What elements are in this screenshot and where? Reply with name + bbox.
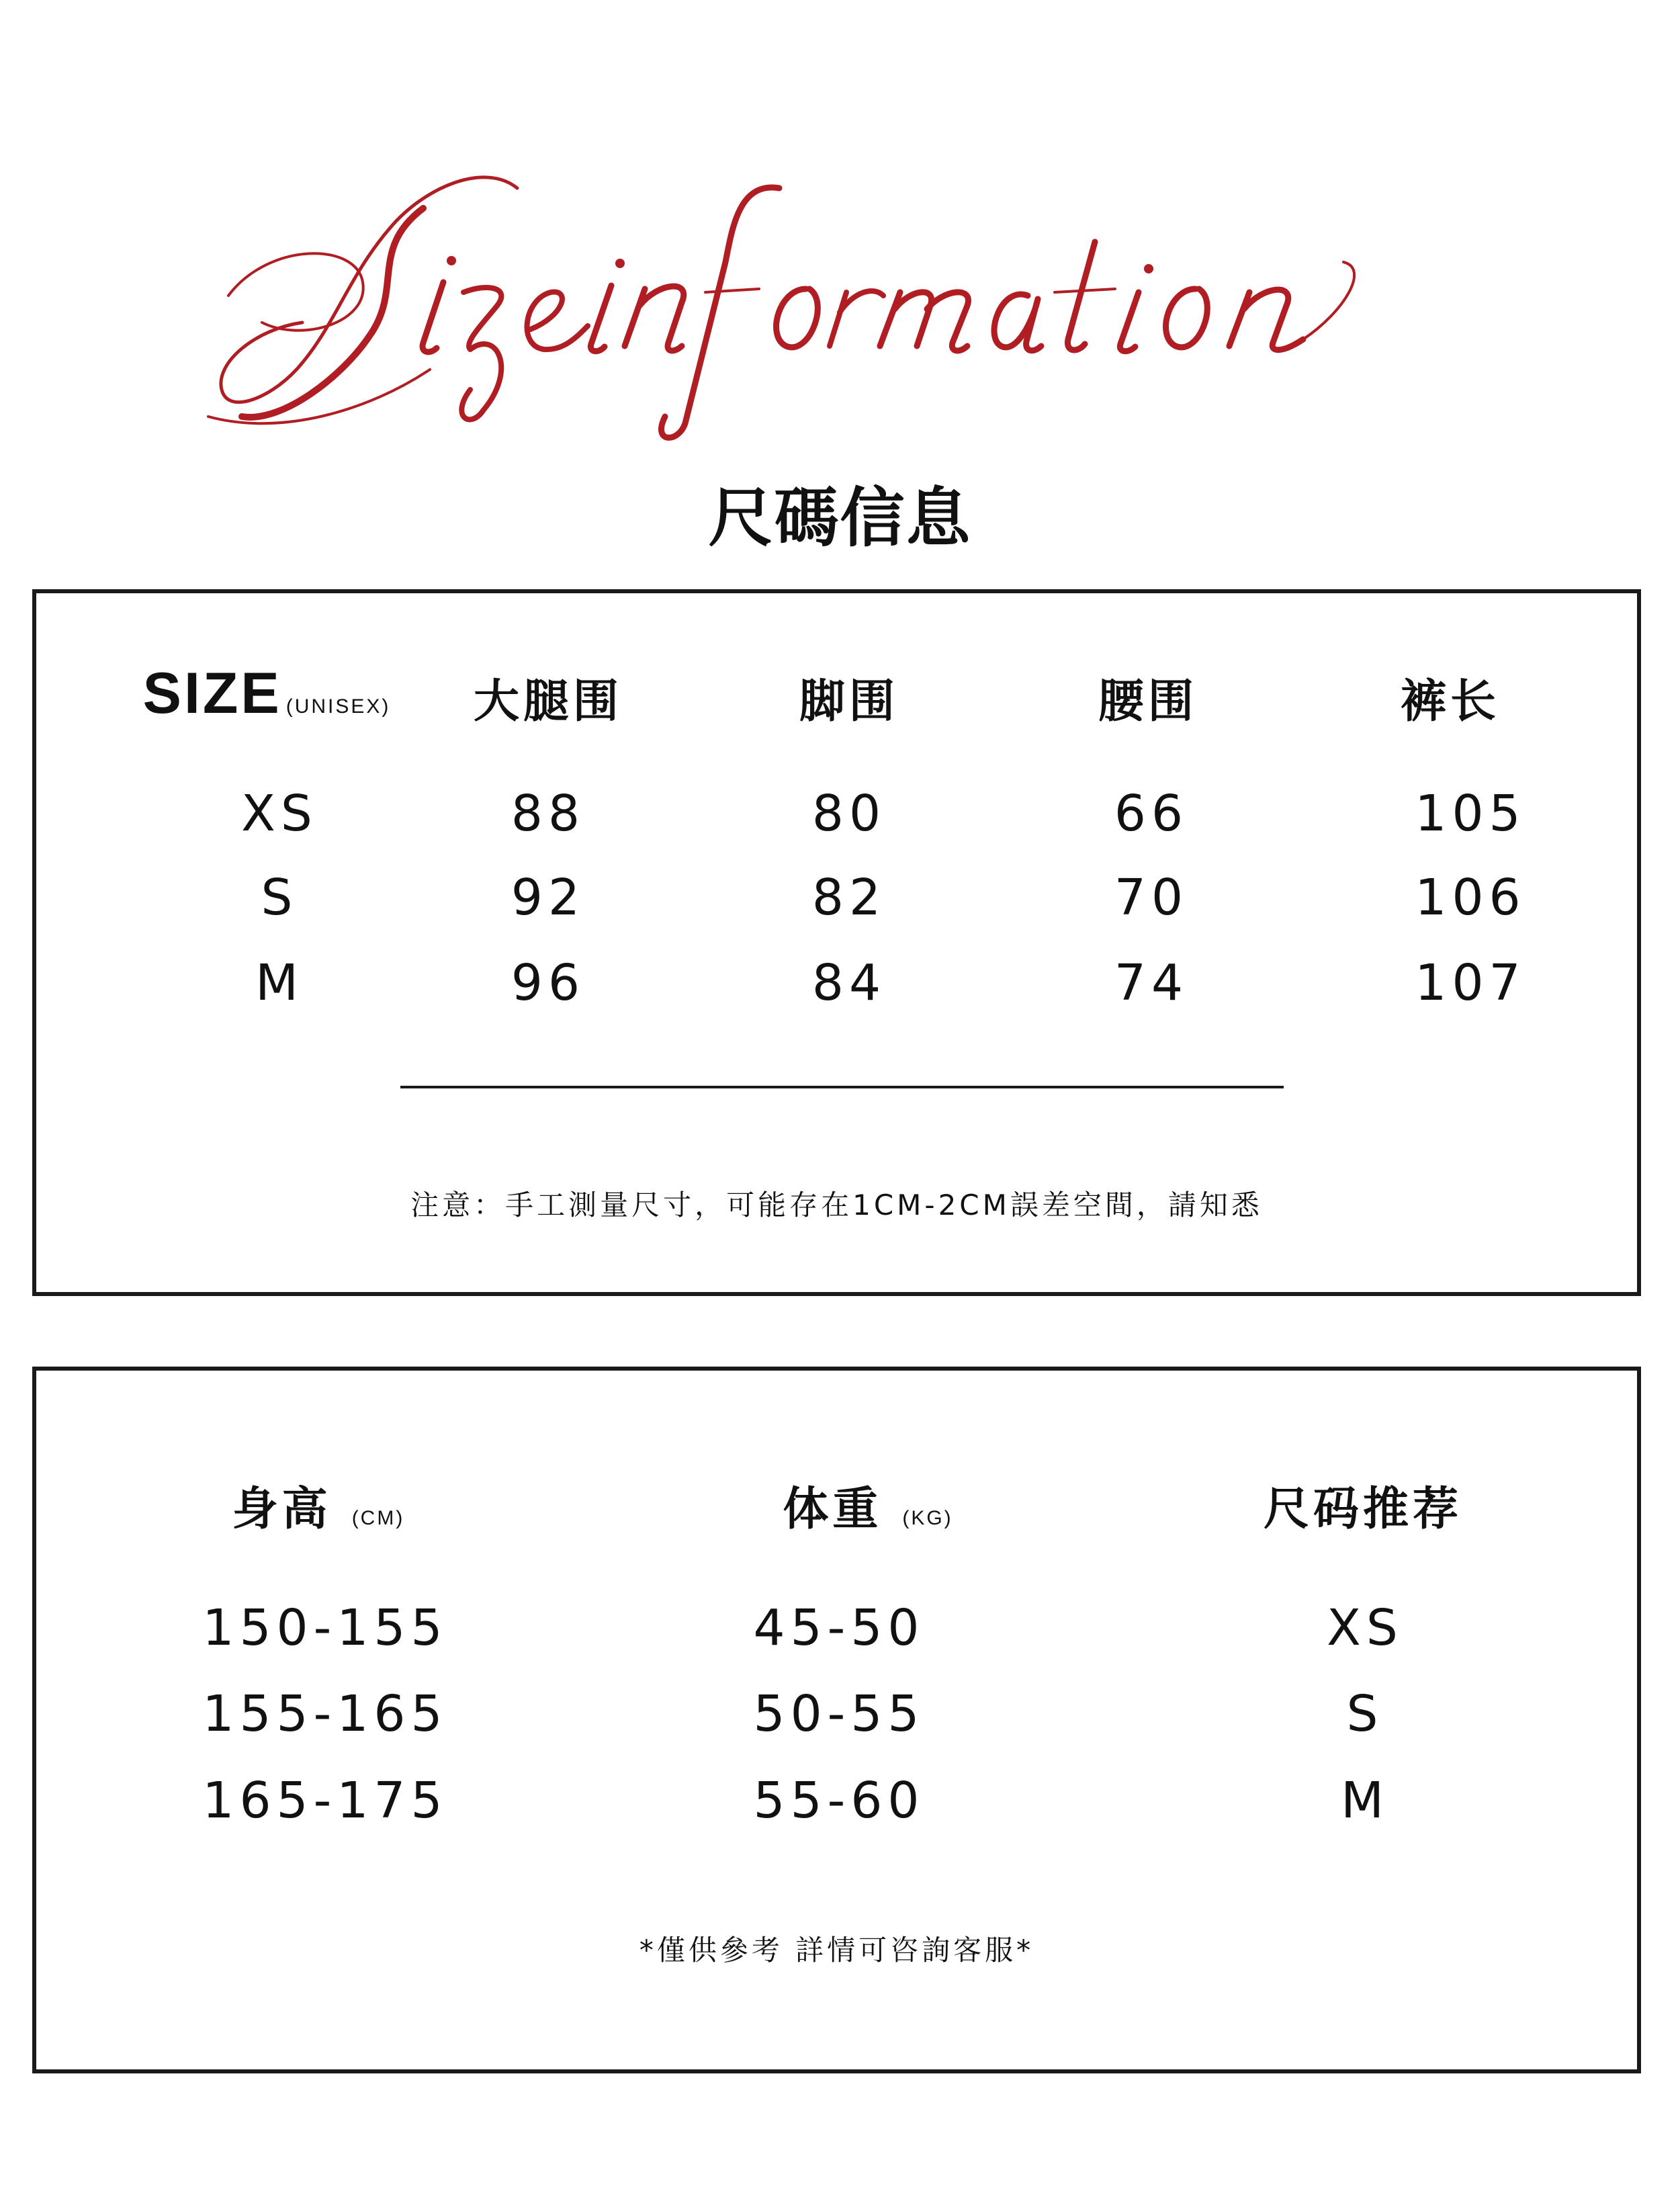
table-cell-hem: 80 xyxy=(811,785,887,843)
table-cell-length: 105 xyxy=(1415,785,1526,843)
header-size-label: SIZE xyxy=(142,661,282,726)
measurement-note: 注意：手工測量尺寸，可能存在1CM-2CM誤差空間，請知悉 xyxy=(410,1189,1263,1221)
script-title-logo xyxy=(202,168,1478,450)
table-cell-thigh: 88 xyxy=(511,785,586,843)
table-cell-size: M xyxy=(255,954,304,1012)
table-cell-size: M xyxy=(1341,1772,1389,1830)
header-weight-label: 体重 xyxy=(783,1483,883,1536)
reference-note: *僅供參考 詳情可咨詢客服* xyxy=(639,1934,1034,1967)
table-cell-size: S xyxy=(1346,1685,1384,1743)
header-hem: 脚围 xyxy=(799,675,899,728)
table-cell-size: XS xyxy=(241,785,318,843)
table-cell-thigh: 96 xyxy=(511,954,586,1012)
header-weight-unit: (KG) xyxy=(902,1507,953,1529)
table-cell-hem: 82 xyxy=(811,869,887,927)
table-cell-hem: 84 xyxy=(811,954,887,1012)
table-cell-height: 150-155 xyxy=(202,1599,448,1657)
header-height xyxy=(232,1473,405,1538)
header-size-unisex: (UNISEX) xyxy=(285,695,391,718)
table-cell-waist: 70 xyxy=(1114,869,1189,927)
header-size-recommend: 尺码推荐 xyxy=(1263,1483,1463,1536)
table-cell-size: XS xyxy=(1327,1599,1403,1657)
header-height-unit: (CM) xyxy=(351,1507,405,1529)
header-length: 裤长 xyxy=(1400,675,1501,728)
header-thigh: 大腿围 xyxy=(473,675,623,728)
table-cell-weight: 50-55 xyxy=(753,1685,925,1743)
page-title: 尺碼信息 xyxy=(708,480,972,556)
header-size xyxy=(143,660,391,727)
table-cell-waist: 66 xyxy=(1114,785,1189,843)
table-cell-thigh: 92 xyxy=(511,869,586,927)
header-waist: 腰围 xyxy=(1098,675,1198,728)
header-height-label: 身高 xyxy=(232,1483,332,1536)
table-cell-length: 106 xyxy=(1415,869,1526,927)
table-cell-weight: 45-50 xyxy=(753,1599,925,1657)
table-cell-size: S xyxy=(261,869,298,927)
table-cell-height: 155-165 xyxy=(202,1685,448,1743)
divider-line xyxy=(400,1086,1284,1088)
table-cell-weight: 55-60 xyxy=(753,1772,925,1830)
recommendation-panel xyxy=(32,1367,1641,2073)
table-cell-height: 165-175 xyxy=(202,1772,448,1830)
header-weight xyxy=(783,1473,953,1538)
table-cell-length: 107 xyxy=(1415,954,1526,1012)
measurements-panel xyxy=(32,589,1641,1296)
table-cell-waist: 74 xyxy=(1114,954,1189,1012)
